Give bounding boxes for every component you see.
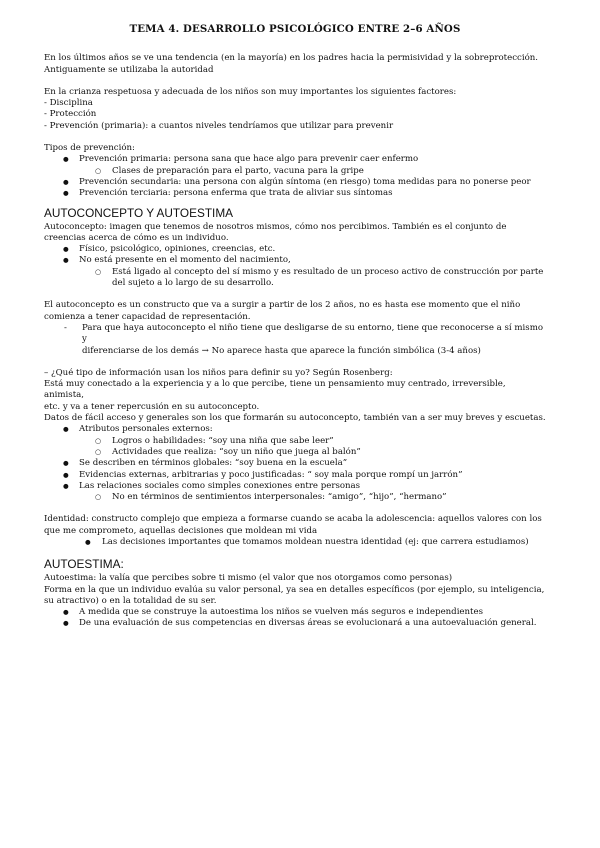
list-item: ● Las decisiones importantes que tomamos moldean nuestra identidad (ej: que carrera estudiamos) xyxy=(44,537,546,548)
paragraph-line: su atractivo) o en la totalidad de su ser. xyxy=(44,595,217,606)
paragraph-line: etc. y va a tener repercusión en su autoconcepto. xyxy=(44,401,260,412)
list-item: ● Las relaciones sociales como simples conexiones entre personas xyxy=(44,481,546,492)
list-item: ● Físico, psicológico, opiniones, creencias, etc. xyxy=(44,244,546,255)
list-item: ● Prevención primaria: persona sana que hace algo para prevenir caer enfermo xyxy=(44,154,546,165)
list-item: ● Evidencias externas, arbitrarias y poco justificadas: “ soy mala porque rompí un jarrón” xyxy=(44,470,546,481)
paragraph-line: creencias acerca de cómo es un individuo. xyxy=(44,232,229,243)
document-title: TEMA 4. DESARROLLO PSICOLÓGICO ENTRE 2–6 AÑOS xyxy=(129,23,461,35)
list-item: ● Prevención secundaria: una persona con algún síntoma (en riesgo) toma medidas para no ponerse peor xyxy=(44,177,546,188)
list-subitem: ○ Logros o habilidades: “soy una niña que sabe leer” xyxy=(44,436,546,447)
intro-line: Antiguamente se utilizaba la autoridad xyxy=(44,64,214,75)
paragraph-line: comienza a tener capacidad de representación. xyxy=(44,311,251,322)
list-item: ● Se describen en términos globales: “soy buena en la escuela” xyxy=(44,458,546,469)
list-item: ● A medida que se construye la autoestima los niños se vuelven más seguros e independientes xyxy=(44,607,546,618)
paragraph-line: Datos de fácil acceso y generales son los que formarán su autoconcepto, también van a ser muy breves y escuetas. xyxy=(44,413,546,424)
dash-list xyxy=(44,323,546,357)
list-subitem: ○ Clases de preparación para el parto, vacuna para la gripe xyxy=(44,166,546,177)
list-item: ● Atributos personales externos: xyxy=(44,424,546,435)
intro-line: En los últimos años se ve una tendencia (en la mayoría) en los padres hacia la permisividad y la sobreprotección. xyxy=(44,53,539,64)
list-subitem: ○ Está ligado al concepto del sí mismo y es resultado de un proceso activo de construcción por parte del sujeto a lo largo de su desarrollo. xyxy=(44,267,546,290)
paragraph-line: Autoestima: la valía que percibes sobre ti mismo (el valor que nos otorgamos como personas) xyxy=(44,573,453,584)
paragraph-line: El autoconcepto es un constructo que va a surgir a partir de los 2 años, no es hasta ese momento que el niño xyxy=(44,300,521,311)
factors-lead: En la crianza respetuosa y adecuada de los niños son muy importantes los siguientes factores: xyxy=(44,86,457,97)
list-item: ● No está presente en el momento del nacimiento, xyxy=(44,255,546,266)
factor-item: - Disciplina xyxy=(44,98,93,109)
factor-item: - Prevención (primaria): a cuantos niveles tendríamos que utilizar para prevenir xyxy=(44,120,394,131)
factor-item: - Protección xyxy=(44,109,97,120)
autoestima-list xyxy=(44,607,546,630)
autoconcepto-list xyxy=(44,244,546,289)
paragraph-line: Autoconcepto: imagen que tenemos de nosotros mismos, cómo nos percibimos. También es el conjunto de xyxy=(44,221,507,232)
section-heading-autoestima: AUTOESTIMA: xyxy=(44,557,124,572)
identidad-list xyxy=(44,537,546,548)
section-heading-autoconcepto: AUTOCONCEPTO Y AUTOESTIMA xyxy=(44,205,234,220)
paragraph-line: Forma en la que un individuo evalúa su valor personal, ya sea en detalles específicos (por ejemplo, su inteligencia, xyxy=(44,584,545,595)
list-subitem: ○ No en términos de sentimientos interpersonales: “amigo”, “hijo”, “hermano” xyxy=(44,492,546,503)
paragraph-line: Está muy conectado a la experiencia y a lo que percibe, tiene un pensamiento muy centrado, irreversible, animista, xyxy=(44,379,506,401)
rosenberg-list xyxy=(44,424,546,503)
list-item: ● De una evaluación de sus competencias en diversas áreas se evolucionará a una autoevaluación general. xyxy=(44,618,546,629)
question-line: – ¿Qué tipo de información usan los niños para definir su yo? Según Rosenberg: xyxy=(44,367,393,378)
paragraph-line: que me comprometo, aquellas decisiones que moldean mi vida xyxy=(44,525,318,536)
list-item: ● Prevención terciaria: persona enferma que trata de aliviar sus síntomas xyxy=(44,188,546,199)
prevention-lead: Tipos de prevención: xyxy=(44,143,135,154)
paragraph-line: Identidad: constructo complejo que empieza a formarse cuando se acaba la adolescencia: aquellos valores con los xyxy=(44,514,542,525)
prevention-list xyxy=(44,154,546,199)
dash-item: - Para que haya autoconcepto el niño tiene que desligarse de su entorno, tiene que reconocerse a sí mismo y diferenciarse de los demás → No aparece hasta que aparece la función simbólica (3-4 años) xyxy=(44,323,546,357)
list-subitem: ○ Actividades que realiza: “soy un niño que juega al balón” xyxy=(44,447,546,458)
